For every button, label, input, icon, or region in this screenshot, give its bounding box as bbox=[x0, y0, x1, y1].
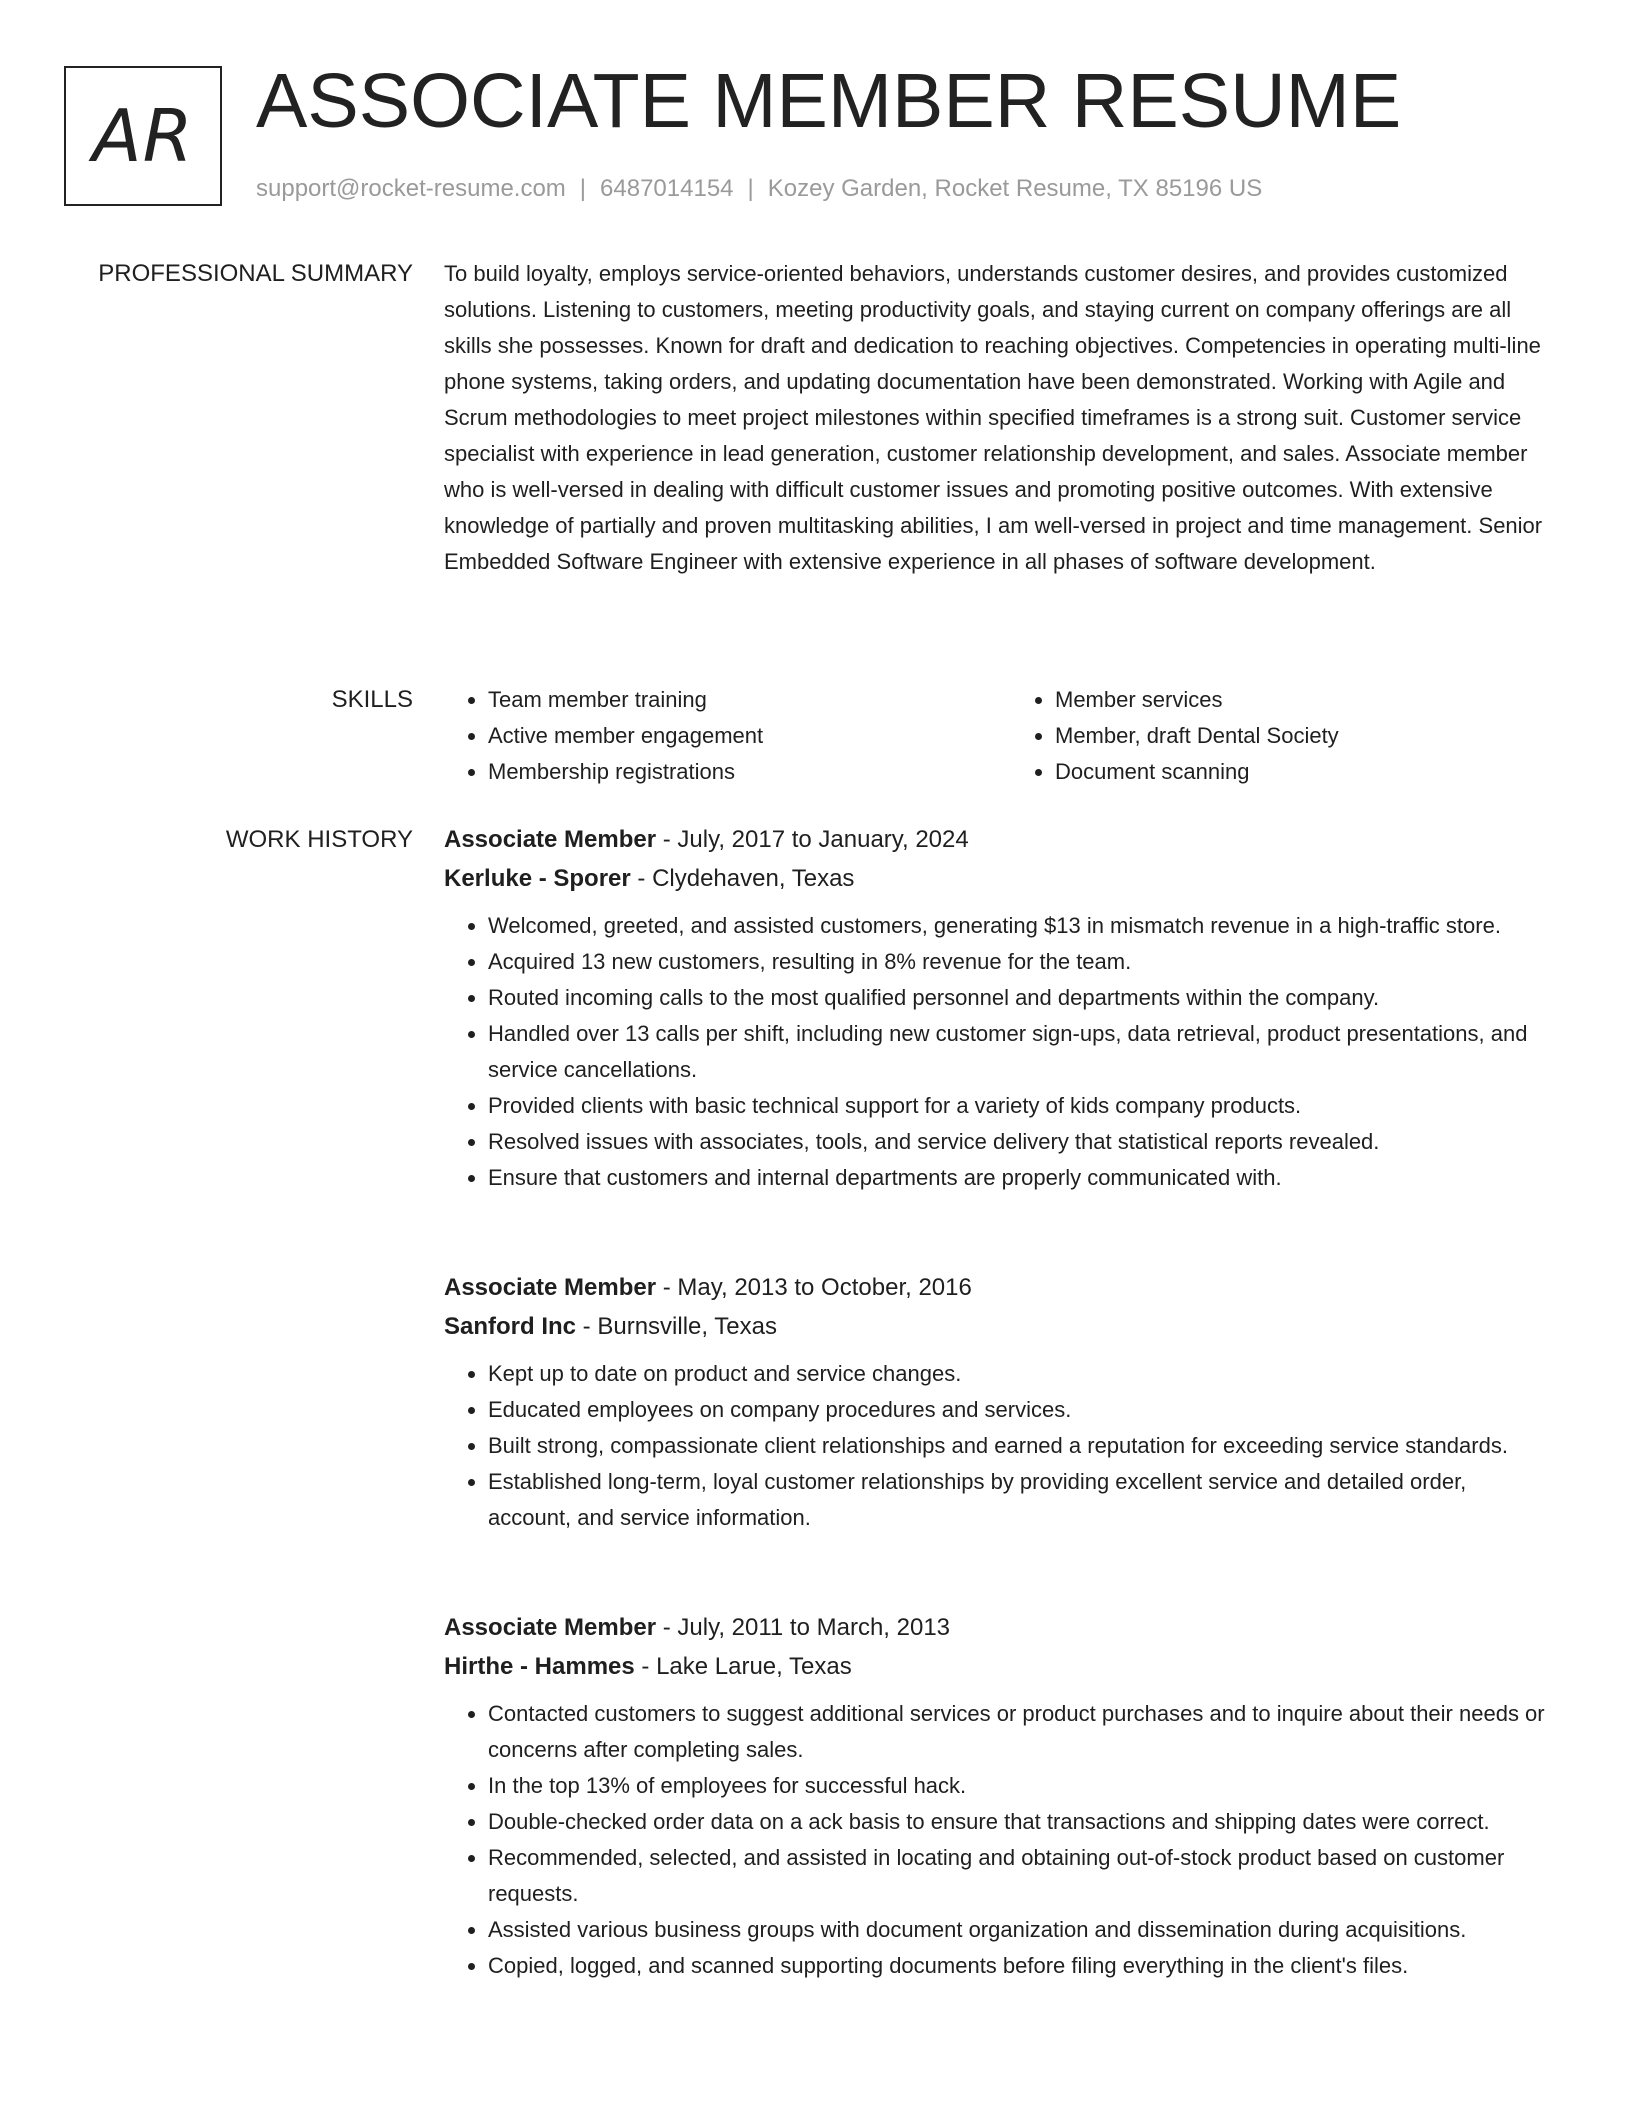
skills-columns bbox=[444, 682, 1554, 790]
job-entry bbox=[444, 825, 1554, 1196]
job-bullet: • Handled over 13 calls per shift, including new customer sign-ups, data retrieval, product presentations, and service cancellations. bbox=[488, 1016, 1554, 1088]
contact-line bbox=[256, 174, 1262, 204]
dash: - bbox=[656, 1614, 678, 1641]
skills-list-left bbox=[444, 682, 1011, 790]
skills-section bbox=[444, 682, 1554, 790]
company-location: Lake Larue, Texas bbox=[656, 1653, 852, 1680]
skill-item: • Team member training bbox=[488, 682, 1011, 718]
job-entry bbox=[444, 1273, 1554, 1536]
dash: - bbox=[634, 1653, 657, 1680]
company-line bbox=[444, 864, 1554, 894]
job-dates: May, 2013 to October, 2016 bbox=[677, 1274, 972, 1301]
skill-item: • Active member engagement bbox=[488, 718, 1011, 754]
skill-item: • Membership registrations bbox=[488, 754, 1011, 790]
monogram-logo: AR bbox=[64, 66, 222, 206]
job-bullets bbox=[444, 908, 1554, 1196]
section-label-skills: SKILLS bbox=[331, 686, 413, 713]
contact-separator: | bbox=[747, 175, 754, 202]
job-bullet: • In the top 13% of employees for successful hack. bbox=[488, 1768, 1554, 1804]
job-bullet: • Provided clients with basic technical support for a variety of kids company products. bbox=[488, 1088, 1554, 1124]
job-dates: July, 2011 to March, 2013 bbox=[677, 1614, 951, 1641]
contact-phone: 6487014154 bbox=[600, 175, 734, 202]
job-bullet: • Resolved issues with associates, tools, and service delivery that statistical reports revealed. bbox=[488, 1124, 1554, 1160]
company-location: Burnsville, Texas bbox=[597, 1313, 777, 1340]
job-title-line bbox=[444, 1273, 1554, 1303]
job-bullet: • Contacted customers to suggest additional services or product purchases and to inquire about their needs or concerns after completing sales. bbox=[488, 1696, 1554, 1768]
summary-section bbox=[444, 256, 1554, 580]
job-bullets bbox=[444, 1356, 1554, 1536]
job-bullet: • Established long-term, loyal customer relationships by providing excellent service and detailed order, account, and service information. bbox=[488, 1464, 1554, 1536]
job-title: Associate Member bbox=[444, 1274, 657, 1301]
dash: - bbox=[630, 865, 653, 892]
job-bullet: • Recommended, selected, and assisted in locating and obtaining out-of-stock product based on customer requests. bbox=[488, 1840, 1554, 1912]
dash: - bbox=[656, 1274, 678, 1301]
contact-address: Kozey Garden, Rocket Resume, TX 85196 US bbox=[767, 175, 1263, 202]
job-bullet: • Ensure that customers and internal departments are properly communicated with. bbox=[488, 1160, 1554, 1196]
job-title-line bbox=[444, 825, 1554, 855]
section-label-summary: PROFESSIONAL SUMMARY bbox=[98, 260, 413, 287]
job-bullet: • Acquired 13 new customers, resulting in 8% revenue for the team. bbox=[488, 944, 1554, 980]
summary-text: To build loyalty, employs service-oriented behaviors, understands customer desires, and provides customized solutions. Listening to customers, meeting productivity goals, and staying current on company offerings are all skills she possesses. Known for draft and dedication to reaching objectives. Competencies in operating multi-line phone systems, taking orders, and updating documentation have been demonstrated. Working with Agile and Scrum methodologies to meet project milestones within specified timeframes is a strong suit. Customer service specialist with experience in lead generation, customer relationship development, and sales. Associate member who is well-versed in dealing with difficult customer issues and promoting positive outcomes. With extensive knowledge of partially and proven multitasking abilities, I am well-versed in project and time management. Senior Embedded Software Engineer with extensive experience in all phases of software development. bbox=[444, 261, 1543, 574]
skill-item: • Member services bbox=[1055, 682, 1554, 718]
section-label-work-history: WORK HISTORY bbox=[225, 826, 413, 853]
company-line bbox=[444, 1312, 1554, 1342]
company-line bbox=[444, 1652, 1554, 1682]
skills-list-right bbox=[1011, 682, 1554, 790]
job-bullet: • Educated employees on company procedures and services. bbox=[488, 1392, 1554, 1428]
job-title: Associate Member bbox=[444, 826, 657, 853]
job-bullet: • Double-checked order data on a ack basis to ensure that transactions and shipping dates were correct. bbox=[488, 1804, 1554, 1840]
resume-title: ASSOCIATE MEMBER RESUME bbox=[256, 58, 1402, 144]
dash: - bbox=[656, 826, 678, 853]
company-name: Sanford Inc bbox=[444, 1313, 577, 1340]
job-entry bbox=[444, 1613, 1554, 1984]
job-bullet: • Kept up to date on product and service changes. bbox=[488, 1356, 1554, 1392]
job-bullet: • Copied, logged, and scanned supporting documents before filing everything in the client's files. bbox=[488, 1948, 1554, 1984]
company-name: Kerluke - Sporer bbox=[444, 865, 631, 892]
company-name: Hirthe - Hammes bbox=[444, 1653, 635, 1680]
job-title: Associate Member bbox=[444, 1614, 657, 1641]
contact-email: support@rocket-resume.com bbox=[256, 175, 566, 202]
job-title-line bbox=[444, 1613, 1554, 1643]
company-location: Clydehaven, Texas bbox=[652, 865, 855, 892]
skill-item: • Document scanning bbox=[1055, 754, 1554, 790]
job-bullet: • Welcomed, greeted, and assisted customers, generating $13 in mismatch revenue in a high-traffic store. bbox=[488, 908, 1554, 944]
job-bullets bbox=[444, 1696, 1554, 1984]
job-bullet: • Assisted various business groups with document organization and dissemination during acquisitions. bbox=[488, 1912, 1554, 1948]
job-bullet: • Built strong, compassionate client relationships and earned a reputation for exceeding service standards. bbox=[488, 1428, 1554, 1464]
contact-separator: | bbox=[579, 175, 587, 202]
skill-item: • Member, draft Dental Society bbox=[1055, 718, 1554, 754]
job-bullet: • Routed incoming calls to the most qualified personnel and departments within the company. bbox=[488, 980, 1554, 1016]
dash: - bbox=[576, 1313, 598, 1340]
job-dates: July, 2017 to January, 2024 bbox=[677, 826, 969, 853]
